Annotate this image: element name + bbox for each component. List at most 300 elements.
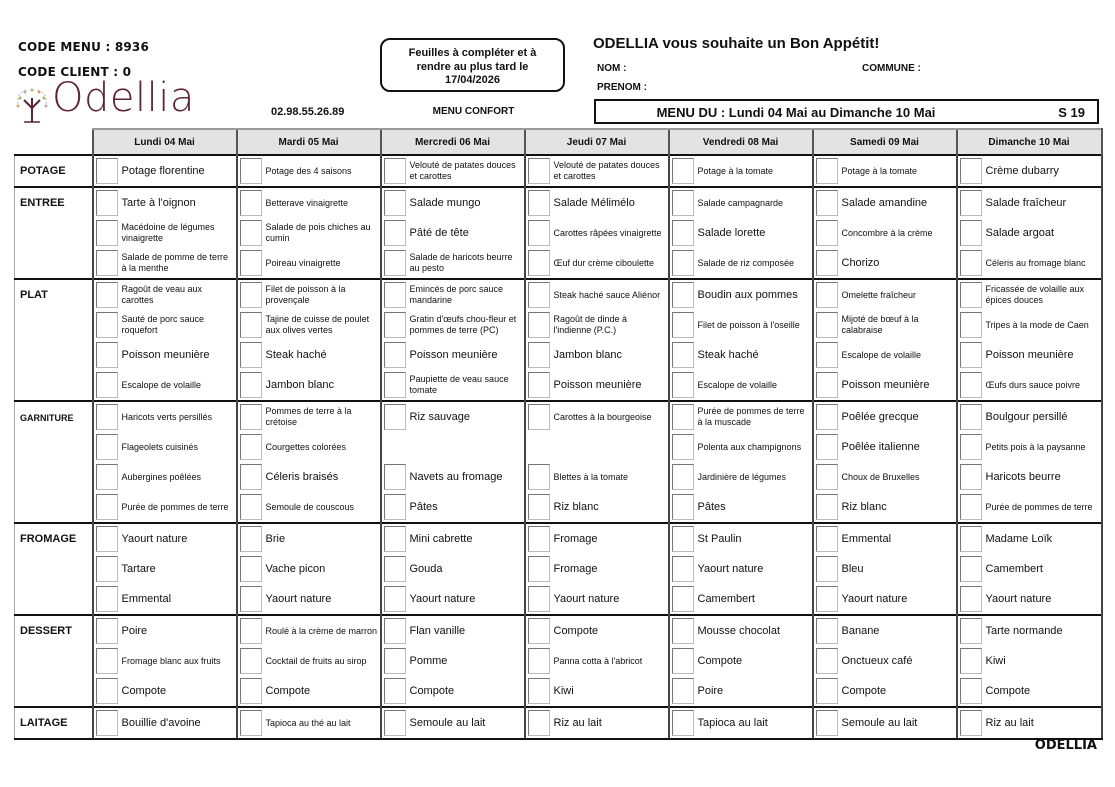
dish-label: Steak haché xyxy=(265,348,327,361)
day-header: Mardi 05 Mai xyxy=(237,129,381,155)
dish-checkbox[interactable] xyxy=(96,678,118,704)
menu-cell xyxy=(957,462,1102,492)
dish-label: Compote xyxy=(985,684,1031,697)
dish-checkbox[interactable] xyxy=(816,586,838,612)
dish-label: Mini cabrette xyxy=(409,532,473,545)
dish-checkbox[interactable] xyxy=(96,494,118,520)
menu-cell xyxy=(669,554,813,584)
dish-label: Purée de pommes de terre xyxy=(985,501,1093,512)
dish-checkbox[interactable] xyxy=(816,710,838,736)
dish-label: Mijoté de bœuf à la calabraise xyxy=(841,314,919,335)
dish-label: Escalope de volaille xyxy=(121,379,202,390)
menu-cell xyxy=(381,615,525,646)
week-banner xyxy=(594,99,1099,124)
dish-label: Jambon blanc xyxy=(265,378,334,391)
dish-checkbox[interactable] xyxy=(384,282,406,308)
dish-checkbox[interactable] xyxy=(384,710,406,736)
dish-checkbox[interactable] xyxy=(672,434,694,460)
menu-cell xyxy=(93,155,237,187)
dish-checkbox[interactable] xyxy=(384,648,406,674)
dish-checkbox[interactable] xyxy=(96,312,118,338)
dish-label: Pomme xyxy=(409,654,448,667)
dish-checkbox[interactable] xyxy=(384,342,406,368)
dish-checkbox[interactable] xyxy=(960,648,982,674)
dish-label: Salade lorette xyxy=(697,226,766,239)
category-label: GARNITURE xyxy=(15,401,93,523)
menu-row xyxy=(15,187,1102,218)
dish-label: Yaourt nature xyxy=(265,592,332,605)
menu-row xyxy=(15,554,1102,584)
dish-checkbox[interactable] xyxy=(384,678,406,704)
dish-label: Choux de Bruxelles xyxy=(841,471,920,482)
menu-row xyxy=(15,370,1102,401)
menu-grid xyxy=(14,128,1103,740)
dish-checkbox[interactable] xyxy=(960,190,982,216)
menu-row xyxy=(15,584,1102,615)
dish-checkbox[interactable] xyxy=(528,710,550,736)
dish-checkbox[interactable] xyxy=(240,648,262,674)
dish-checkbox[interactable] xyxy=(816,678,838,704)
dish-checkbox[interactable] xyxy=(240,494,262,520)
menu-cell xyxy=(669,401,813,432)
dish-label: Jardinière de légumes xyxy=(697,471,787,482)
dish-label: Bouillie d'avoine xyxy=(121,716,201,729)
dish-label: Omelette fraîcheur xyxy=(841,289,917,300)
dish-label: Navets au fromage xyxy=(409,470,503,483)
dish-checkbox[interactable] xyxy=(96,282,118,308)
dish-label: Pâtes xyxy=(697,500,726,513)
dish-label: Courgettes colorées xyxy=(265,441,347,452)
dish-checkbox[interactable] xyxy=(816,342,838,368)
dish-label: Poire xyxy=(121,624,148,637)
dish-checkbox[interactable] xyxy=(672,556,694,582)
dish-checkbox[interactable] xyxy=(528,404,550,430)
menu-cell xyxy=(525,676,669,707)
dish-label: Carottes à la bourgeoise xyxy=(553,411,652,422)
dish-checkbox[interactable] xyxy=(384,556,406,582)
dish-label: Compote xyxy=(697,654,743,667)
dish-checkbox[interactable] xyxy=(672,648,694,674)
dish-checkbox[interactable] xyxy=(528,648,550,674)
dish-label: Steak haché xyxy=(697,348,759,361)
dish-label: Fromage xyxy=(553,532,598,545)
dish-checkbox[interactable] xyxy=(96,648,118,674)
menu-cell xyxy=(813,462,957,492)
menu-cell xyxy=(813,218,957,248)
menu-cell xyxy=(957,676,1102,707)
dish-checkbox[interactable] xyxy=(528,678,550,704)
menu-cell xyxy=(381,554,525,584)
dish-checkbox[interactable] xyxy=(816,250,838,276)
week-number: S 19 xyxy=(1058,105,1085,120)
dish-checkbox[interactable] xyxy=(960,434,982,460)
dish-checkbox[interactable] xyxy=(528,342,550,368)
dish-checkbox[interactable] xyxy=(672,526,694,552)
dish-checkbox[interactable] xyxy=(528,494,550,520)
dish-label: Vache picon xyxy=(265,562,326,575)
menu-cell xyxy=(93,615,237,646)
dish-label: Tapioca au thé au lait xyxy=(265,717,351,728)
menu-cell xyxy=(381,492,525,523)
dish-label: Emincés de porc sauce mandarine xyxy=(409,284,504,305)
dish-checkbox[interactable] xyxy=(240,282,262,308)
dish-label: Compote xyxy=(553,624,599,637)
dish-checkbox[interactable] xyxy=(816,648,838,674)
dish-checkbox[interactable] xyxy=(816,464,838,490)
dish-checkbox[interactable] xyxy=(384,220,406,246)
dish-checkbox[interactable] xyxy=(960,556,982,582)
dish-label: Œufs durs sauce poivre xyxy=(985,379,1081,390)
dish-checkbox[interactable] xyxy=(96,404,118,430)
dish-label: Flan vanille xyxy=(409,624,466,637)
dish-checkbox[interactable] xyxy=(960,220,982,246)
dish-label: Poire xyxy=(697,684,724,697)
menu-cell xyxy=(381,310,525,340)
dish-checkbox[interactable] xyxy=(672,250,694,276)
dish-label: Potage à la tomate xyxy=(697,165,774,176)
dish-checkbox[interactable] xyxy=(960,678,982,704)
dish-checkbox[interactable] xyxy=(240,342,262,368)
dish-checkbox[interactable] xyxy=(384,464,406,490)
dish-checkbox[interactable] xyxy=(384,158,406,184)
dish-checkbox[interactable] xyxy=(240,434,262,460)
dish-label: Brie xyxy=(265,532,286,545)
dish-checkbox[interactable] xyxy=(384,372,406,398)
menu-row xyxy=(15,432,1102,462)
dish-checkbox[interactable] xyxy=(960,464,982,490)
dish-checkbox[interactable] xyxy=(96,464,118,490)
dish-label: Carottes râpées vinaigrette xyxy=(553,227,662,238)
menu-cell xyxy=(813,492,957,523)
dish-label: Madame Loïk xyxy=(985,532,1053,545)
dish-label: Yaourt nature xyxy=(985,592,1052,605)
dish-label: Escalope de volaille xyxy=(697,379,778,390)
dish-label: Potage florentine xyxy=(121,164,205,177)
dish-label: Riz blanc xyxy=(553,500,599,513)
menu-cell xyxy=(957,646,1102,676)
dish-checkbox[interactable] xyxy=(816,190,838,216)
dish-checkbox[interactable] xyxy=(960,710,982,736)
menu-row xyxy=(15,523,1102,554)
dish-label: Salade de pois chiches au cumin xyxy=(265,222,371,243)
menu-row xyxy=(15,646,1102,676)
dish-checkbox[interactable] xyxy=(384,526,406,552)
menu-cell xyxy=(381,187,525,218)
greeting-title: ODELLIA vous souhaite un Bon Appétit! xyxy=(593,35,880,52)
menu-cell xyxy=(669,187,813,218)
menu-cell xyxy=(381,279,525,310)
menu-cell xyxy=(813,279,957,310)
dish-checkbox[interactable] xyxy=(528,464,550,490)
dish-checkbox[interactable] xyxy=(96,342,118,368)
dish-checkbox[interactable] xyxy=(384,404,406,430)
dish-checkbox[interactable] xyxy=(96,190,118,216)
menu-cell xyxy=(525,279,669,310)
category-label: LAITAGE xyxy=(15,707,93,739)
dish-checkbox[interactable] xyxy=(240,190,262,216)
dish-checkbox[interactable] xyxy=(240,618,262,644)
day-header: Samedi 09 Mai xyxy=(813,129,957,155)
dish-checkbox[interactable] xyxy=(240,250,262,276)
dish-checkbox[interactable] xyxy=(528,526,550,552)
dish-label: Gouda xyxy=(409,562,443,575)
dish-checkbox[interactable] xyxy=(96,710,118,736)
dish-checkbox[interactable] xyxy=(816,312,838,338)
menu-cell xyxy=(237,155,381,187)
category-label: FROMAGE xyxy=(15,523,93,615)
dish-label: Ragoût de dinde à l'indienne (P.C.) xyxy=(553,314,628,335)
dish-label: Camembert xyxy=(697,592,755,605)
dish-label: Steak haché sauce Aliénor xyxy=(553,289,661,300)
dish-checkbox[interactable] xyxy=(96,220,118,246)
dish-label: Salade de pomme de terre à la menthe xyxy=(121,252,229,273)
dish-label: Blettes à la tomate xyxy=(553,471,629,482)
menu-cell xyxy=(669,370,813,401)
menu-cell xyxy=(957,310,1102,340)
dish-label: Semoule de couscous xyxy=(265,501,355,512)
dish-label: Aubergines poêlées xyxy=(121,471,202,482)
dish-label: Yaourt nature xyxy=(121,532,188,545)
dish-label: St Paulin xyxy=(697,532,742,545)
dish-label: Tartare xyxy=(121,562,156,575)
dish-label: Polenta aux champignons xyxy=(697,441,802,452)
dish-label: Escalope de volaille xyxy=(841,349,922,360)
dish-label: Salade amandine xyxy=(841,196,928,209)
dish-checkbox[interactable] xyxy=(240,464,262,490)
dish-checkbox[interactable] xyxy=(240,586,262,612)
menu-cell xyxy=(957,554,1102,584)
menu-cell xyxy=(93,401,237,432)
dish-checkbox[interactable] xyxy=(528,158,550,184)
menu-cell xyxy=(525,218,669,248)
dish-checkbox[interactable] xyxy=(96,556,118,582)
dish-checkbox[interactable] xyxy=(528,190,550,216)
day-header: Jeudi 07 Mai xyxy=(525,129,669,155)
deadline-date: 17/04/2026 xyxy=(444,74,501,86)
dish-checkbox[interactable] xyxy=(672,710,694,736)
dish-label: Fricassée de volaille aux épices douces xyxy=(985,284,1085,305)
dish-checkbox[interactable] xyxy=(384,618,406,644)
menu-cell xyxy=(813,155,957,187)
dish-label: Riz sauvage xyxy=(409,410,471,423)
dish-checkbox[interactable] xyxy=(528,372,550,398)
menu-cell xyxy=(525,707,669,739)
dish-checkbox[interactable] xyxy=(672,220,694,246)
dish-checkbox[interactable] xyxy=(960,586,982,612)
menu-cell xyxy=(381,218,525,248)
dish-checkbox[interactable] xyxy=(240,404,262,430)
menu-cell xyxy=(237,707,381,739)
menu-cell xyxy=(957,248,1102,279)
dish-checkbox[interactable] xyxy=(960,618,982,644)
menu-cell xyxy=(669,218,813,248)
dish-checkbox[interactable] xyxy=(96,526,118,552)
dish-checkbox[interactable] xyxy=(672,372,694,398)
dish-checkbox[interactable] xyxy=(384,190,406,216)
menu-cell xyxy=(237,401,381,432)
footer-brand: ODELLIA xyxy=(1034,738,1097,753)
dish-checkbox[interactable] xyxy=(96,434,118,460)
dish-checkbox[interactable] xyxy=(960,526,982,552)
dish-label: Cocktail de fruits au sirop xyxy=(265,655,367,666)
dish-checkbox[interactable] xyxy=(528,586,550,612)
prenom-field[interactable]: PRENOM : xyxy=(597,82,647,93)
dish-label: Potage à la tomate xyxy=(841,165,918,176)
dish-label: Poêlée italienne xyxy=(841,440,920,453)
commune-field[interactable]: COMMUNE : xyxy=(862,63,921,74)
dish-label: Macédoine de légumes vinaigrette xyxy=(121,222,215,243)
dish-checkbox[interactable] xyxy=(672,312,694,338)
dish-checkbox[interactable] xyxy=(960,312,982,338)
dish-checkbox[interactable] xyxy=(960,342,982,368)
dish-checkbox[interactable] xyxy=(672,464,694,490)
dish-checkbox[interactable] xyxy=(960,372,982,398)
dish-checkbox[interactable] xyxy=(240,678,262,704)
category-label: PLAT xyxy=(15,279,93,401)
menu-cell xyxy=(669,646,813,676)
dish-label: Poisson meunière xyxy=(121,348,210,361)
menu-cell xyxy=(813,187,957,218)
code-client: CODE CLIENT : 0 xyxy=(18,65,132,79)
dish-checkbox[interactable] xyxy=(672,494,694,520)
dish-checkbox[interactable] xyxy=(672,158,694,184)
dish-label: Tripes à la mode de Caen xyxy=(985,319,1089,330)
dish-checkbox[interactable] xyxy=(672,342,694,368)
menu-cell xyxy=(525,523,669,554)
dish-checkbox[interactable] xyxy=(672,190,694,216)
dish-checkbox[interactable] xyxy=(816,372,838,398)
menu-cell xyxy=(669,155,813,187)
dish-checkbox[interactable] xyxy=(816,618,838,644)
dish-checkbox[interactable] xyxy=(528,250,550,276)
menu-row xyxy=(15,707,1102,739)
menu-row xyxy=(15,218,1102,248)
dish-checkbox[interactable] xyxy=(960,158,982,184)
dish-checkbox[interactable] xyxy=(960,404,982,430)
dish-checkbox[interactable] xyxy=(528,618,550,644)
menu-cell xyxy=(957,615,1102,646)
menu-cell xyxy=(813,370,957,401)
dish-checkbox[interactable] xyxy=(528,220,550,246)
dish-label: Emmental xyxy=(841,532,892,545)
dish-checkbox[interactable] xyxy=(240,372,262,398)
menu-cell xyxy=(957,155,1102,187)
dish-label: Céleris braisés xyxy=(265,470,339,483)
dish-checkbox[interactable] xyxy=(672,678,694,704)
dish-label: Semoule au lait xyxy=(409,716,486,729)
dish-checkbox[interactable] xyxy=(960,282,982,308)
dish-checkbox[interactable] xyxy=(960,250,982,276)
dish-checkbox[interactable] xyxy=(816,282,838,308)
dish-label: Gratin d'œufs chou-fleur et pommes de terre (PC) xyxy=(409,314,517,335)
dish-label: Pâtes xyxy=(409,500,438,513)
menu-cell xyxy=(93,492,237,523)
menu-cell xyxy=(381,646,525,676)
menu-cell xyxy=(813,523,957,554)
dish-checkbox[interactable] xyxy=(240,312,262,338)
day-header-row xyxy=(15,129,1102,155)
dish-checkbox[interactable] xyxy=(240,526,262,552)
dish-label: Kiwi xyxy=(553,684,574,697)
menu-cell xyxy=(93,676,237,707)
dish-label: Salade fraîcheur xyxy=(985,196,1067,209)
dish-checkbox[interactable] xyxy=(816,494,838,520)
dish-checkbox[interactable] xyxy=(816,434,838,460)
menu-cell xyxy=(381,155,525,187)
dish-checkbox[interactable] xyxy=(384,494,406,520)
dish-label: Emmental xyxy=(121,592,172,605)
dish-label: Sauté de porc sauce roquefort xyxy=(121,314,205,335)
dish-label: Haricots verts persillés xyxy=(121,411,213,422)
dish-label: Riz au lait xyxy=(553,716,602,729)
dish-checkbox[interactable] xyxy=(816,220,838,246)
menu-cell xyxy=(957,279,1102,310)
menu-cell xyxy=(669,310,813,340)
dish-checkbox[interactable] xyxy=(96,586,118,612)
dish-checkbox[interactable] xyxy=(240,220,262,246)
dish-checkbox[interactable] xyxy=(816,526,838,552)
menu-cell xyxy=(957,218,1102,248)
dish-checkbox[interactable] xyxy=(528,282,550,308)
dish-label: Riz blanc xyxy=(841,500,887,513)
menu-cell xyxy=(93,462,237,492)
corner-cell xyxy=(15,129,93,155)
dish-checkbox[interactable] xyxy=(672,282,694,308)
dish-checkbox[interactable] xyxy=(240,710,262,736)
dish-checkbox[interactable] xyxy=(528,312,550,338)
menu-cell xyxy=(669,248,813,279)
dish-checkbox[interactable] xyxy=(96,372,118,398)
dish-label: Salade de haricots beurre au pesto xyxy=(409,252,513,273)
deadline-line-2: rendre au plus tard le xyxy=(416,60,529,73)
dish-label: Concombre à la crème xyxy=(841,227,933,238)
dish-checkbox[interactable] xyxy=(384,312,406,338)
dish-checkbox[interactable] xyxy=(816,404,838,430)
nom-field[interactable]: NOM : xyxy=(597,63,627,74)
dish-checkbox[interactable] xyxy=(384,586,406,612)
dish-checkbox[interactable] xyxy=(960,494,982,520)
tree-icon xyxy=(14,84,50,124)
dish-label: Œuf dur crème ciboulette xyxy=(553,257,655,268)
menu-cell xyxy=(237,462,381,492)
menu-cell xyxy=(237,187,381,218)
dish-checkbox[interactable] xyxy=(816,556,838,582)
category-label: POTAGE xyxy=(15,155,93,187)
menu-row xyxy=(15,615,1102,646)
menu-cell xyxy=(93,187,237,218)
menu-cell xyxy=(957,187,1102,218)
dish-checkbox[interactable] xyxy=(672,586,694,612)
phone-number: 02.98.55.26.89 xyxy=(271,106,345,118)
dish-checkbox[interactable] xyxy=(672,404,694,430)
menu-cell xyxy=(93,432,237,462)
dish-checkbox[interactable] xyxy=(240,556,262,582)
dish-checkbox[interactable] xyxy=(96,158,118,184)
menu-cell xyxy=(813,584,957,615)
dish-label: Salade Mélimélo xyxy=(553,196,635,209)
dish-checkbox[interactable] xyxy=(528,556,550,582)
dish-checkbox[interactable] xyxy=(240,158,262,184)
dish-checkbox[interactable] xyxy=(672,618,694,644)
dish-label: Poisson meunière xyxy=(409,348,498,361)
dish-checkbox[interactable] xyxy=(384,250,406,276)
menu-cell xyxy=(813,707,957,739)
menu-cell xyxy=(237,615,381,646)
menu-cell xyxy=(237,218,381,248)
dish-checkbox[interactable] xyxy=(96,618,118,644)
dish-checkbox[interactable] xyxy=(96,250,118,276)
dish-checkbox[interactable] xyxy=(816,158,838,184)
